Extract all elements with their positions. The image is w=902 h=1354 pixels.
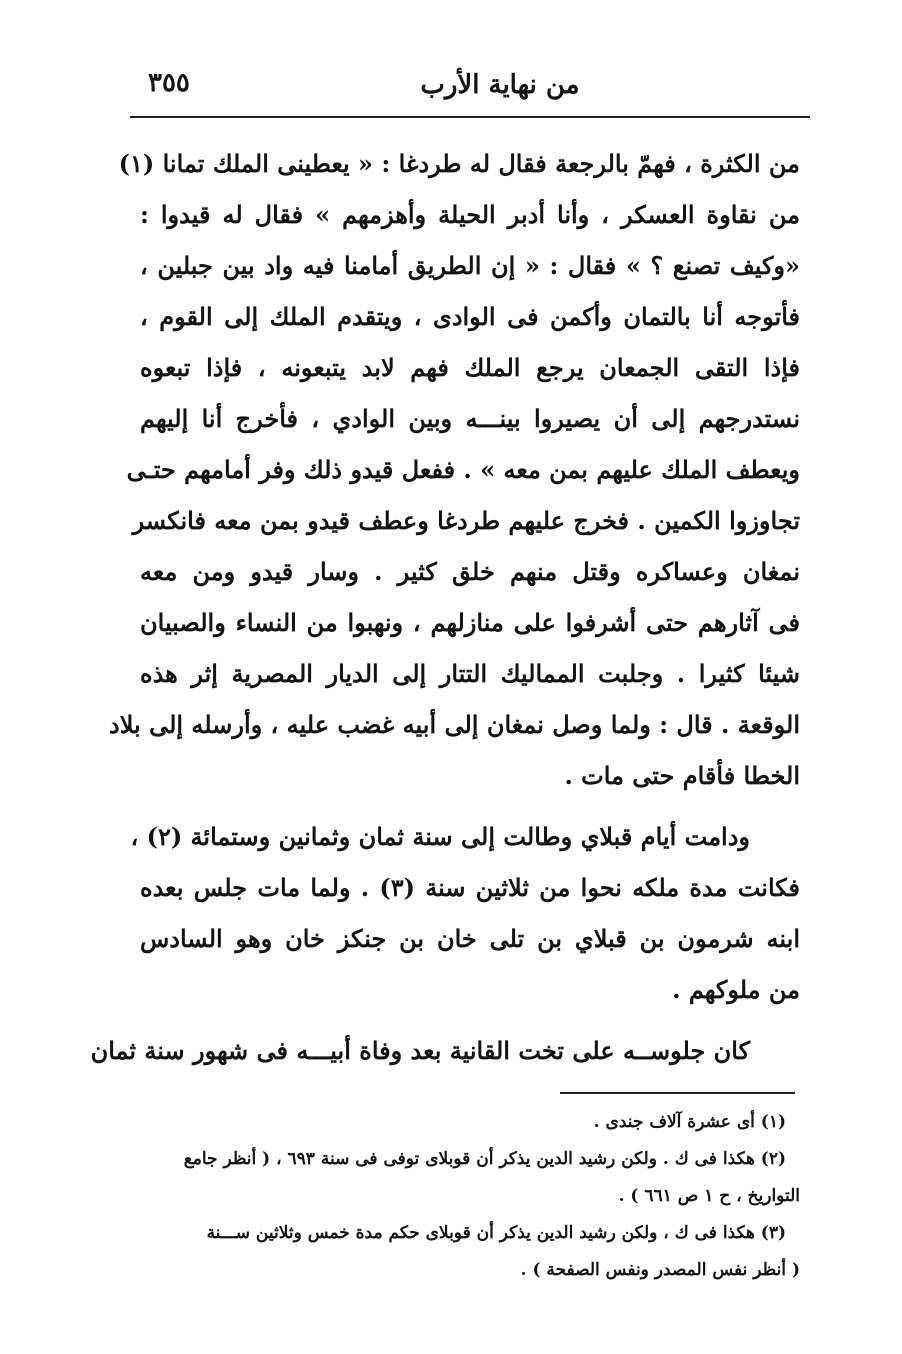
text-line: ابنه شرمون بن قبلاي بن تلى خان بن جنكز خان وهو السادس bbox=[140, 924, 800, 953]
text-line: تجاوزوا الكمين . فخرج عليهم طردغا وعطف قيدو بمن معه فانكسر bbox=[132, 506, 800, 535]
text-line: من نقاوة العسكر ، وأنا أدبر الحيلة وأهزمهم » فقال له قيدوا : bbox=[140, 200, 800, 229]
text-line: «وكيف تصنع ؟ » فقال : « إن الطريق أمامنا فيه واد بين جبلين ، bbox=[140, 251, 800, 280]
text-line: ويعطف الملك عليهم بمن معه » . ففعل قيدو ذلك وفر أمامهم حتـى bbox=[126, 455, 800, 484]
footnote-rule bbox=[560, 1092, 795, 1094]
text-line: من ملوكهم . bbox=[672, 975, 800, 1004]
footnotes bbox=[140, 1104, 800, 1289]
text-line: الوقعة . قال : ولما وصل نمغان إلى أبيه غضب عليه ، وأرسله إلى بلاد bbox=[109, 710, 800, 739]
text-line: فإذا التقى الجمعان يرجع الملك فهم لابد يتبعونه ، فإذا تبعوه bbox=[140, 353, 800, 382]
text-line: كان جلوســه على تخت القانية بعد وفاة أبيـــه فى شهور سنة ثمان bbox=[90, 1036, 750, 1065]
paragraph-gap bbox=[140, 801, 800, 811]
running-title: من نهاية الأرب bbox=[420, 70, 580, 100]
text-line: فى آثارهم حتى أشرفوا على منازلهم ، ونهبوا من النساء والصبيان bbox=[140, 608, 800, 637]
text-line: شيئا كثيرا . وجلبت المماليك التتار إلى الديار المصرية إثر هذه bbox=[140, 659, 800, 688]
footnote-3: (٣) هكذا فى ك ، ولكن رشيد الدين يذكر أن قوبلاى حكم مدة خمس وثلاثين ســـنة bbox=[206, 1223, 786, 1243]
text-line: من الكثرة ، فهمّ بالرجعة فقال له طردغا : « يعطينى الملك تمانا (١) bbox=[118, 149, 800, 178]
footnote-2: (٢) هكذا فى ك . ولكن رشيد الدين يذكر أن قوبلاى توفى فى سنة ٦٩٣ ، ( أنظر جامع bbox=[183, 1149, 786, 1169]
text-line: نستدرجهم إلى أن يصيروا بينـــه وبين الوادي ، فأخرج أنا إليهم bbox=[140, 404, 800, 433]
main-text bbox=[90, 138, 800, 1076]
paragraph-gap bbox=[140, 1015, 800, 1025]
text-line: ودامت أيام قبلاي وطالت إلى سنة ثمان وثمانين وستمائة (٢) ، bbox=[130, 822, 750, 851]
text-line: الخطا فأقام حتى مات . bbox=[564, 761, 800, 790]
footnote-1: (١) أى عشرة آلاف جندى . bbox=[593, 1112, 786, 1132]
page-number: ٣٥٥ bbox=[148, 68, 190, 98]
text-line: فكانت مدة ملكه نحوا من ثلاثين سنة (٣) . ولما مات جلس بعده bbox=[140, 873, 800, 902]
footnote-3-continuation: ( أنظر نفس المصدر ونفس الصفحة ) . bbox=[520, 1260, 800, 1280]
header-rule bbox=[130, 116, 810, 118]
text-line: فأتوجه أنا بالتمان وأكمن فى الوادى ، ويتقدم الملك إلى القوم ، bbox=[140, 302, 800, 331]
footnote-2-continuation: التواريخ ، ح ١ ص ٦٦١ ) . bbox=[618, 1186, 800, 1206]
page-header bbox=[130, 60, 810, 120]
text-line: نمغان وعساكره وقتل منهم خلق كثير . وسار قيدو ومن معه bbox=[140, 557, 800, 586]
